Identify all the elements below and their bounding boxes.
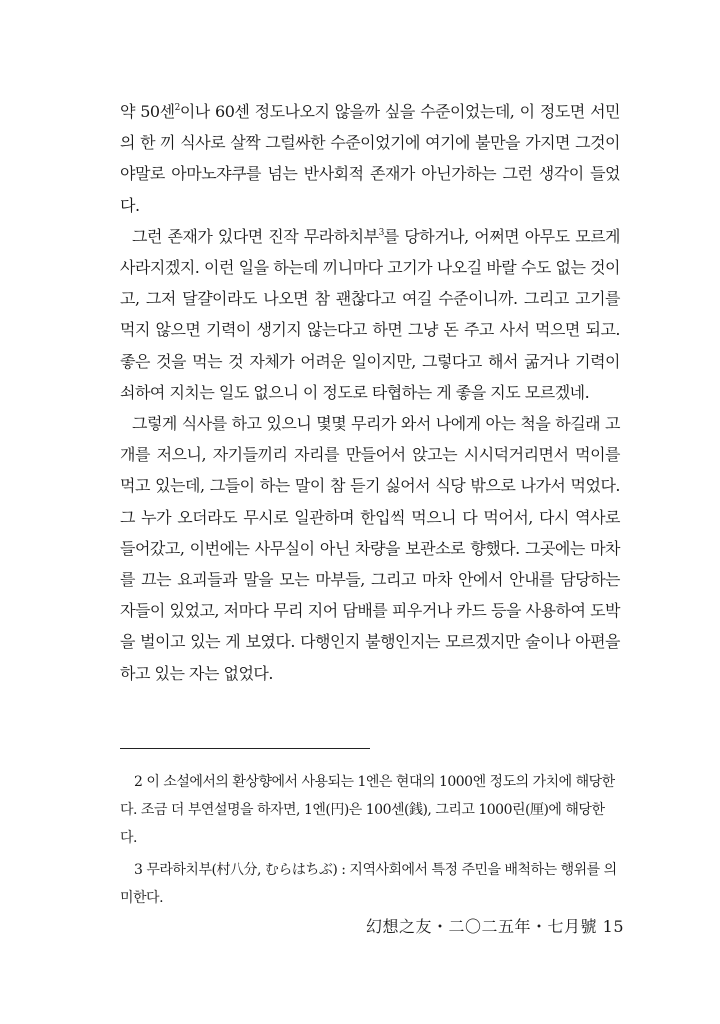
page-number: 15 — [602, 917, 624, 936]
footnote-ref: 2 — [174, 103, 180, 113]
text-run: 그런 존재가 있다면 진작 무라하치부 — [132, 226, 379, 246]
body-text — [120, 96, 620, 689]
paragraph — [120, 221, 620, 408]
footnote-2: 2 이 소설에서의 환상향에서 사용되는 1엔은 현대의 1000엔 정도의 가치에 해당한다. 조금 더 부연설명을 하자면, 1엔(円)은 100센(銭), 그리고 1000린(厘)에 해당한다. — [120, 774, 615, 846]
page-footer — [366, 914, 624, 937]
paragraph — [120, 408, 620, 689]
paragraph — [120, 96, 620, 221]
footnotes — [120, 768, 620, 916]
text-run: 약 50센 — [120, 102, 175, 121]
text-run: 이나 60센 정도나오지 않을까 싶을 수준이었는데, 이 정도면 서민의 한 끼 식사로 살짝 그럴싸한 수준이었기에 여기에 불만을 가지면 그것이야말로 아마노쟈쿠를 넘는 반사회적 존재가 아닌가하는 그런 생각이 들었다. — [120, 102, 620, 215]
footnote-ref: 3 — [378, 227, 384, 238]
text-run: 를 당하거나, 어쩌면 아무도 모르게 사라지겠지. 이런 일을 하는데 끼니마다 고기가 나오길 바랄 수도 없는 것이고, 그저 달걀이라도 나오면 참 괜찮다고 여길 수준이니까. 그리고 고기를 먹지 않으면 기력이 생기지 않는다고 하면 그냥 돈 주고 사서 먹으면 되고. 좋은 것을 먹는 것 자체가 어려운 일이지만, 그렇다고 해서 굶거나 기력이 쇠하여 지치는 일도 없으니 이 정도로 타협하는 게 좋을 지도 모르겠네. — [120, 226, 620, 402]
publication-title: 幻想之友・二〇二五年・七月號 — [366, 917, 598, 936]
footnote-3: 3 무라하치부(村八分, むらはちぶ) : 지역사회에서 특정 주민을 배척하는 행위를 의미한다. — [120, 862, 617, 906]
footnote-divider — [120, 748, 370, 749]
text-run: 그렇게 식사를 하고 있으니 몇몇 무리가 와서 나에게 아는 척을 하길래 고개를 저으니, 자기들끼리 자리를 만들어서 앉고는 시시덕거리면서 먹이를 먹고 있는데, 그들이 하는 말이 참 듣기 싫어서 식당 밖으로 나가서 먹었다. 그 누가 오더라도 무시로 일관하며 한입씩 먹으니 다 먹어서, 다시 역사로 들어갔고, 이번에는 사무실이 아닌 차량을 보관소로 향했다. 그곳에는 마차를 끄는 요괴들과 말을 모는 마부들, 그리고 마차 안에서 안내를 담당하는 자들이 있었고, 저마다 무리 지어 담배를 피우거나 카드 등을 사용하여 도박을 벌이고 있는 게 보였다. 다행인지 불행인지는 모르겠지만 술이나 아편을 하고 있는 자는 없었다. — [120, 414, 620, 683]
